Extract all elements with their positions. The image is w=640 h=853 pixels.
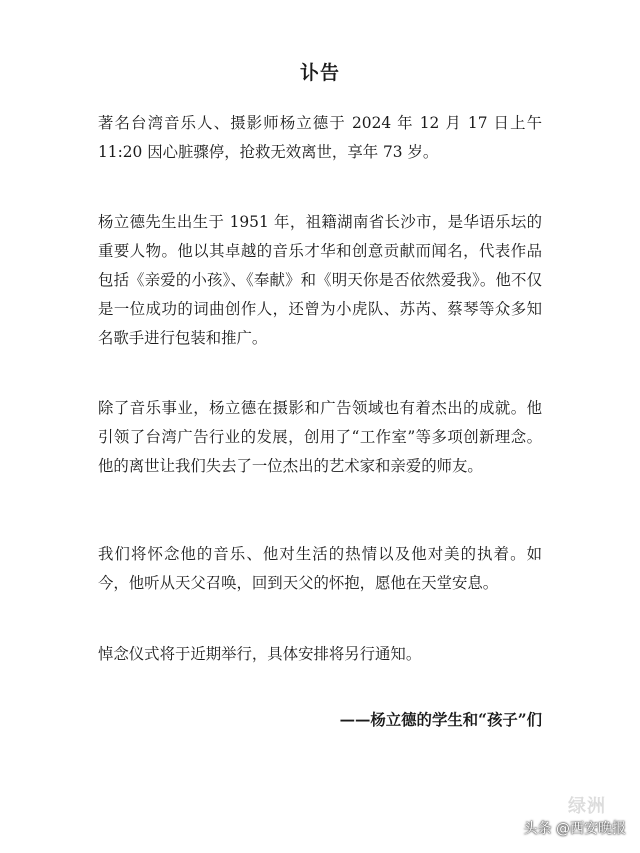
paragraph-announcement: 著名台湾音乐人、摄影师杨立德于 2024 年 12 月 17 日上午 11:20 因心脏骤停，抢救无效离世，享年 73 岁。 <box>98 114 542 161</box>
source-credit: 头条 @西安晚报 <box>523 821 626 837</box>
watermark-logo: 绿洲 <box>568 796 606 817</box>
paragraph-achievements: 除了音乐事业，杨立德在摄影和广告领域也有着杰出的成就。他引领了台湾广告行业的发展，创用了“工作室”等多项创新理念。他的离世让我们失去了一位杰出的艺术家和亲爱的师友。 <box>98 399 542 475</box>
document-title: 讣告 <box>299 62 340 84</box>
signature: ——杨立德的学生和“孩子”们 <box>339 711 542 729</box>
paragraph-biography: 杨立德先生出生于 1951 年，祖籍湖南省长沙市，是华语乐坛的重要人物。他以其卓越的音乐才华和创意贡献而闻名，代表作品包括《亲爱的小孩》、《奉献》和《明天你是否依然爱我》。他不仅是一位成功的词曲创作人，还曾为小虎队、苏芮、蔡琴等众多知名歌手进行包装和推广。 <box>98 213 542 347</box>
paragraph-remembrance: 我们将怀念他的音乐、他对生活的热情以及他对美的执着。如今，他听从天父召唤，回到天父的怀抱，愿他在天堂安息。 <box>98 545 542 592</box>
paragraph-memorial-service: 悼念仪式将于近期举行，具体安排将另行通知。 <box>98 645 422 663</box>
